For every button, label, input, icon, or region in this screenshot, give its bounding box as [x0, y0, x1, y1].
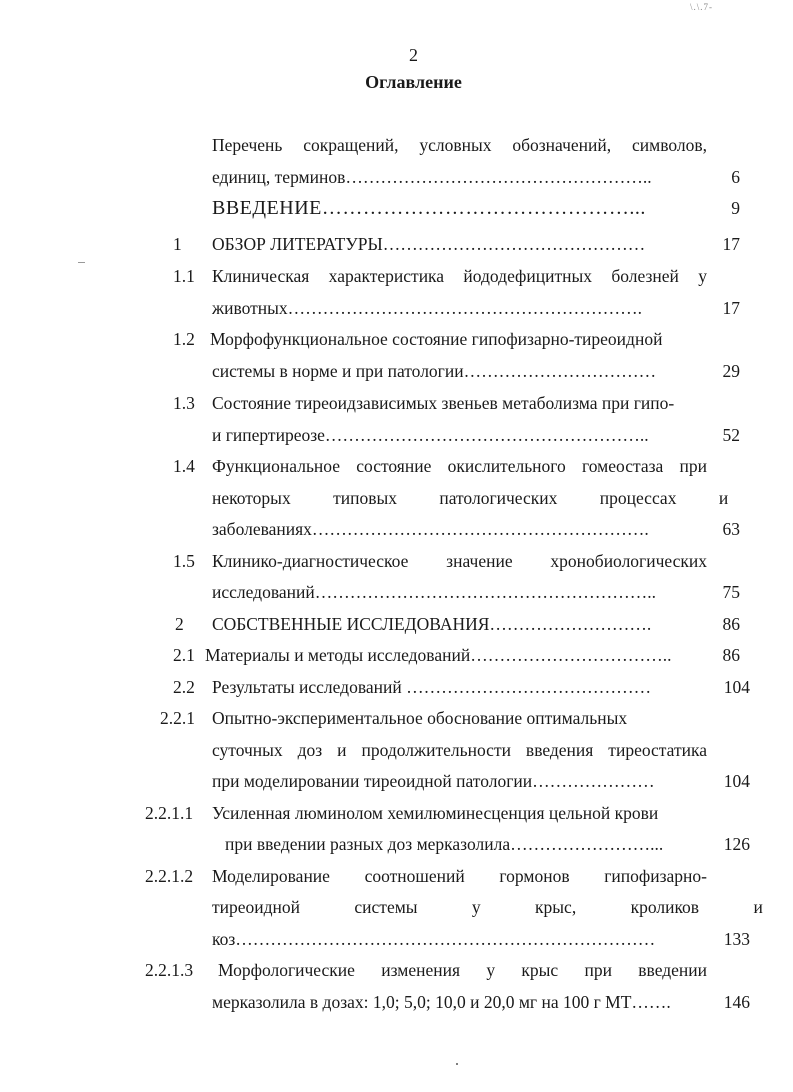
toc-line: Морфологические изменения у крыс при введении	[218, 960, 707, 980]
toc-page: 146	[723, 992, 750, 1012]
toc-page: 104	[723, 677, 750, 697]
toc-page: 75	[722, 582, 740, 602]
toc-number: 1.5	[173, 551, 195, 571]
toc-page: 9	[731, 198, 740, 218]
toc-line: Результаты исследований ……………………………………	[212, 677, 652, 697]
toc-page: 17	[722, 298, 740, 318]
toc-line: единиц, терминов……………………………………………..	[212, 167, 652, 187]
toc-line: ВВЕДЕНИЕ………………………………………...	[212, 197, 646, 219]
toc-line: Клиническая характеристика йододефицитных болезней у	[212, 266, 707, 286]
toc-line: Морфофункциональное состояние гипофизарно-тиреоидной	[210, 329, 663, 349]
toc-line: Усиленная люминолом хемилюминесценция цельной крови	[212, 803, 659, 823]
toc-page: 126	[723, 834, 750, 854]
toc-line: СОБСТВЕННЫЕ ИССЛЕДОВАНИЯ……………………….	[212, 614, 652, 634]
toc-number: 2.1	[173, 645, 195, 665]
toc-line: коз………………………………………………………………	[212, 929, 656, 949]
toc-line: некоторых типовых патологических процессах и	[212, 488, 729, 508]
toc-page: 104	[723, 771, 750, 791]
toc-page: 17	[722, 234, 740, 254]
toc-line: Клинико-диагностическое значение хронобиологических	[212, 551, 707, 571]
toc-number: 2	[175, 614, 184, 634]
toc-line: мерказолила в дозах: 1,0; 5,0; 10,0 и 20,0 мг на 100 г МТ…….	[212, 992, 671, 1012]
toc-line: ОБЗОР ЛИТЕРАТУРЫ………………………………………	[212, 234, 646, 254]
toc-line: системы в норме и при патологии……………………………	[212, 361, 657, 381]
toc-number: 1.2	[173, 329, 195, 349]
toc-line: суточных доз и продолжительности введения тиреостатика	[212, 740, 707, 760]
toc-number: 1	[173, 234, 182, 254]
corner-mark: \.\.7-	[690, 2, 713, 12]
toc-number: 2.2.1.3	[145, 960, 194, 980]
toc-page: 63	[722, 519, 740, 539]
toc-page: 86	[722, 645, 740, 665]
toc-page: 52	[722, 425, 740, 445]
toc-number: 2.2.1	[160, 708, 195, 728]
toc-page: 86	[722, 614, 740, 634]
toc-line: Перечень сокращений, условных обозначений, символов,	[212, 135, 707, 155]
toc-line: при введении разных доз мерказолила……………………...	[225, 834, 664, 854]
toc-number: 2.2.1.2	[145, 866, 194, 886]
toc-line: Материалы и методы исследований……………………………..	[205, 645, 672, 665]
page-title: Оглавление	[365, 72, 462, 92]
toc-line: исследований…………………………………………………..	[212, 582, 656, 602]
toc-line: Опытно-экспериментальное обоснование оптимальных	[212, 708, 628, 728]
toc-page: 6	[731, 167, 740, 187]
bottom-dot	[456, 1063, 458, 1065]
toc-page: 29	[722, 361, 740, 381]
toc-line: Функциональное состояние окислительного гомеостаза при	[212, 456, 707, 476]
toc-page: 133	[723, 929, 750, 949]
toc-line: заболеваниях………………………………………………….	[212, 519, 649, 539]
toc-number: 1.3	[173, 393, 195, 413]
toc-line: и гипертиреозе………………………………………………..	[212, 425, 649, 445]
toc-line: при моделировании тиреоидной патологии…………………	[212, 771, 655, 791]
toc-number: 2.2.1.1	[145, 803, 194, 823]
toc-number: 2.2	[173, 677, 195, 697]
toc-line: животных…………………………………………………….	[212, 298, 643, 318]
toc-number: 1.4	[173, 456, 195, 476]
page-number: 2	[409, 45, 418, 65]
toc-line: тиреоидной системы у крыс, кроликов и	[212, 897, 763, 917]
toc-number: 1.1	[173, 266, 195, 286]
toc-line: Состояние тиреоидзависимых звеньев метаболизма при гипо-	[212, 393, 675, 413]
margin-mark	[78, 262, 85, 263]
toc-line: Моделирование соотношений гормонов гипофизарно-	[212, 866, 707, 886]
